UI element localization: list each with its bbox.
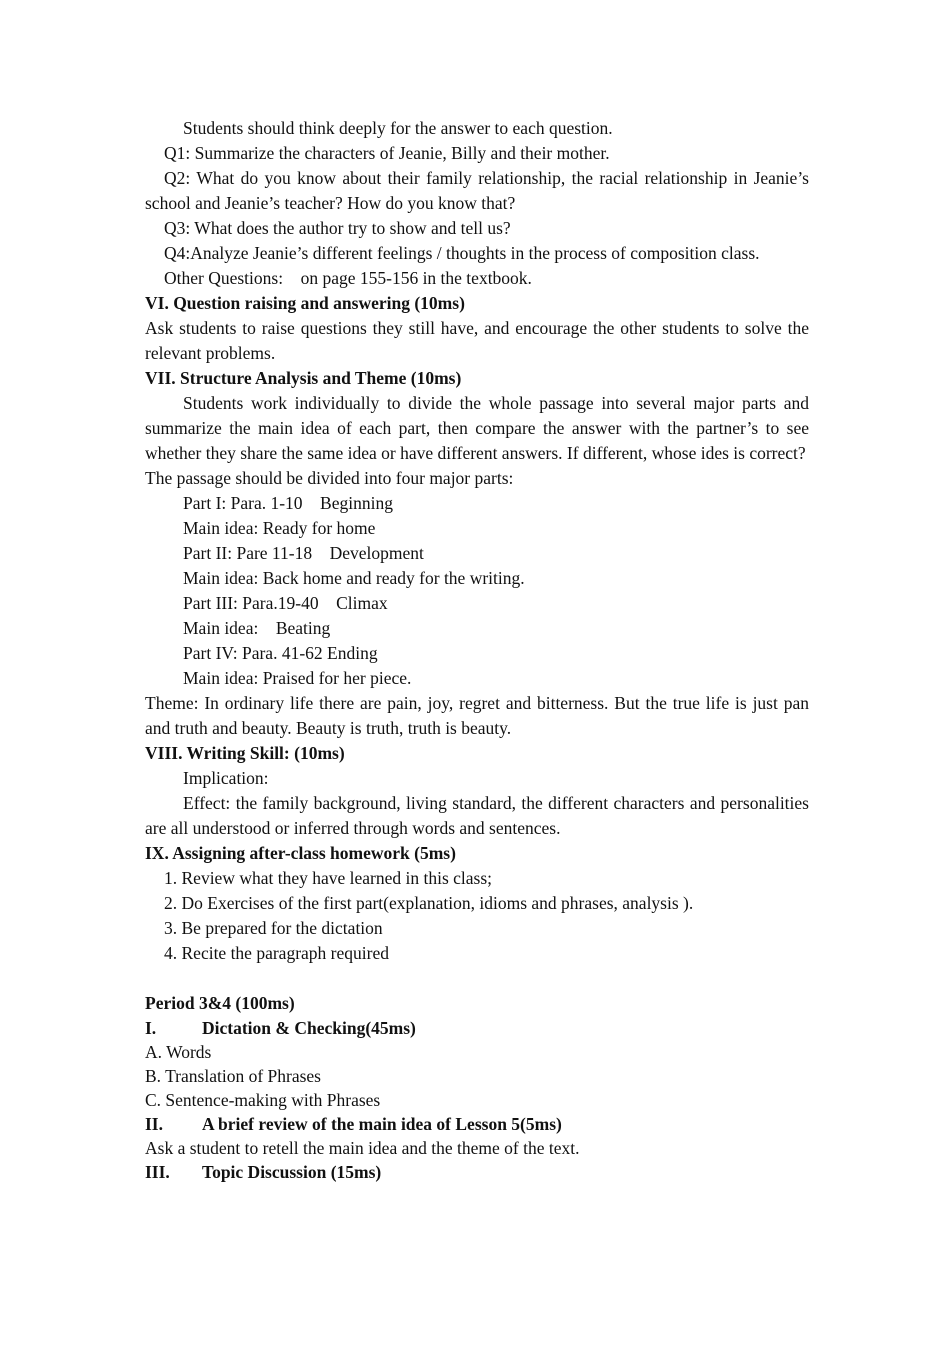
period-section-2-heading bbox=[145, 1112, 809, 1136]
dictation-item: A. Words bbox=[145, 1042, 212, 1062]
part-line: Part II: Pare 11-18 Development bbox=[183, 543, 424, 563]
question-1: Q1: Summarize the characters of Jeanie, Billy and their mother. bbox=[164, 143, 610, 163]
document-body bbox=[145, 116, 809, 1184]
period-section-1-heading bbox=[145, 1016, 809, 1040]
section8-heading: VIII. Writing Skill: (10ms) bbox=[145, 743, 345, 763]
part-line: Part IV: Para. 41-62 Ending bbox=[183, 643, 378, 663]
section-number: III. bbox=[145, 1162, 170, 1182]
implication-label: Implication: bbox=[183, 768, 269, 788]
review-text: Ask a student to retell the main idea and the theme of the text. bbox=[145, 1138, 580, 1158]
spacer bbox=[145, 966, 809, 991]
homework-item: 1. Review what they have learned in this class; bbox=[164, 868, 493, 888]
effect-text: Effect: the family background, living standard, the different characters and personalities are all understood or inferred through words and sentences. bbox=[145, 793, 809, 838]
homework-item: 3. Be prepared for the dictation bbox=[164, 918, 383, 938]
homework-item: 2. Do Exercises of the first part(explanation, idioms and phrases, analysis ). bbox=[164, 893, 694, 913]
section-number: I. bbox=[145, 1018, 157, 1038]
period-heading: Period 3&4 (100ms) bbox=[145, 993, 295, 1013]
section-title: A brief review of the main idea of Lesson 5(5ms) bbox=[202, 1114, 562, 1134]
homework-item: 4. Recite the paragraph required bbox=[164, 943, 389, 963]
section-title: Dictation & Checking(45ms) bbox=[202, 1018, 416, 1038]
passage-division-intro: The passage should be divided into four major parts: bbox=[145, 468, 514, 488]
part-line: Part III: Para.19-40 Climax bbox=[183, 593, 388, 613]
section7-heading: VII. Structure Analysis and Theme (10ms) bbox=[145, 368, 462, 388]
question-2: Q2: What do you know about their family relationship, the racial relationship in Jeanie’s school and Jeanie’s teacher? How do you know that? bbox=[145, 168, 809, 213]
part-line: Main idea: Beating bbox=[183, 618, 331, 638]
part-line: Main idea: Praised for her piece. bbox=[183, 668, 412, 688]
section-number: II. bbox=[145, 1114, 163, 1134]
section6-heading: VI. Question raising and answering (10ms) bbox=[145, 293, 465, 313]
section6-text: Ask students to raise questions they still have, and encourage the other students to solve the relevant problems. bbox=[145, 318, 809, 363]
part-line: Part I: Para. 1-10 Beginning bbox=[183, 493, 393, 513]
question-3: Q3: What does the author try to show and tell us? bbox=[164, 218, 511, 238]
section9-heading: IX. Assigning after-class homework (5ms) bbox=[145, 843, 456, 863]
section-title: Topic Discussion (15ms) bbox=[202, 1162, 382, 1182]
dictation-item: B. Translation of Phrases bbox=[145, 1066, 321, 1086]
question-4: Q4:Analyze Jeanie’s different feelings / thoughts in the process of composition class. bbox=[164, 243, 760, 263]
dictation-item: C. Sentence-making with Phrases bbox=[145, 1090, 381, 1110]
part-line: Main idea: Back home and ready for the writing. bbox=[183, 568, 525, 588]
part-line: Main idea: Ready for home bbox=[183, 518, 376, 538]
period-section-3-heading bbox=[145, 1160, 809, 1184]
other-questions: Other Questions: on page 155-156 in the textbook. bbox=[164, 268, 532, 288]
section7-text: Students work individually to divide the whole passage into several major parts and summarize the main idea of each part, then compare the answer with the partner’s to see whether they share the same idea or have different answers. If different, whose ides is correct? bbox=[145, 393, 809, 463]
section5-intro: Students should think deeply for the answer to each question. bbox=[183, 118, 613, 138]
theme-text: Theme: In ordinary life there are pain, joy, regret and bitterness. But the true life is just pan and truth and beauty. Beauty is truth, truth is beauty. bbox=[145, 693, 809, 738]
